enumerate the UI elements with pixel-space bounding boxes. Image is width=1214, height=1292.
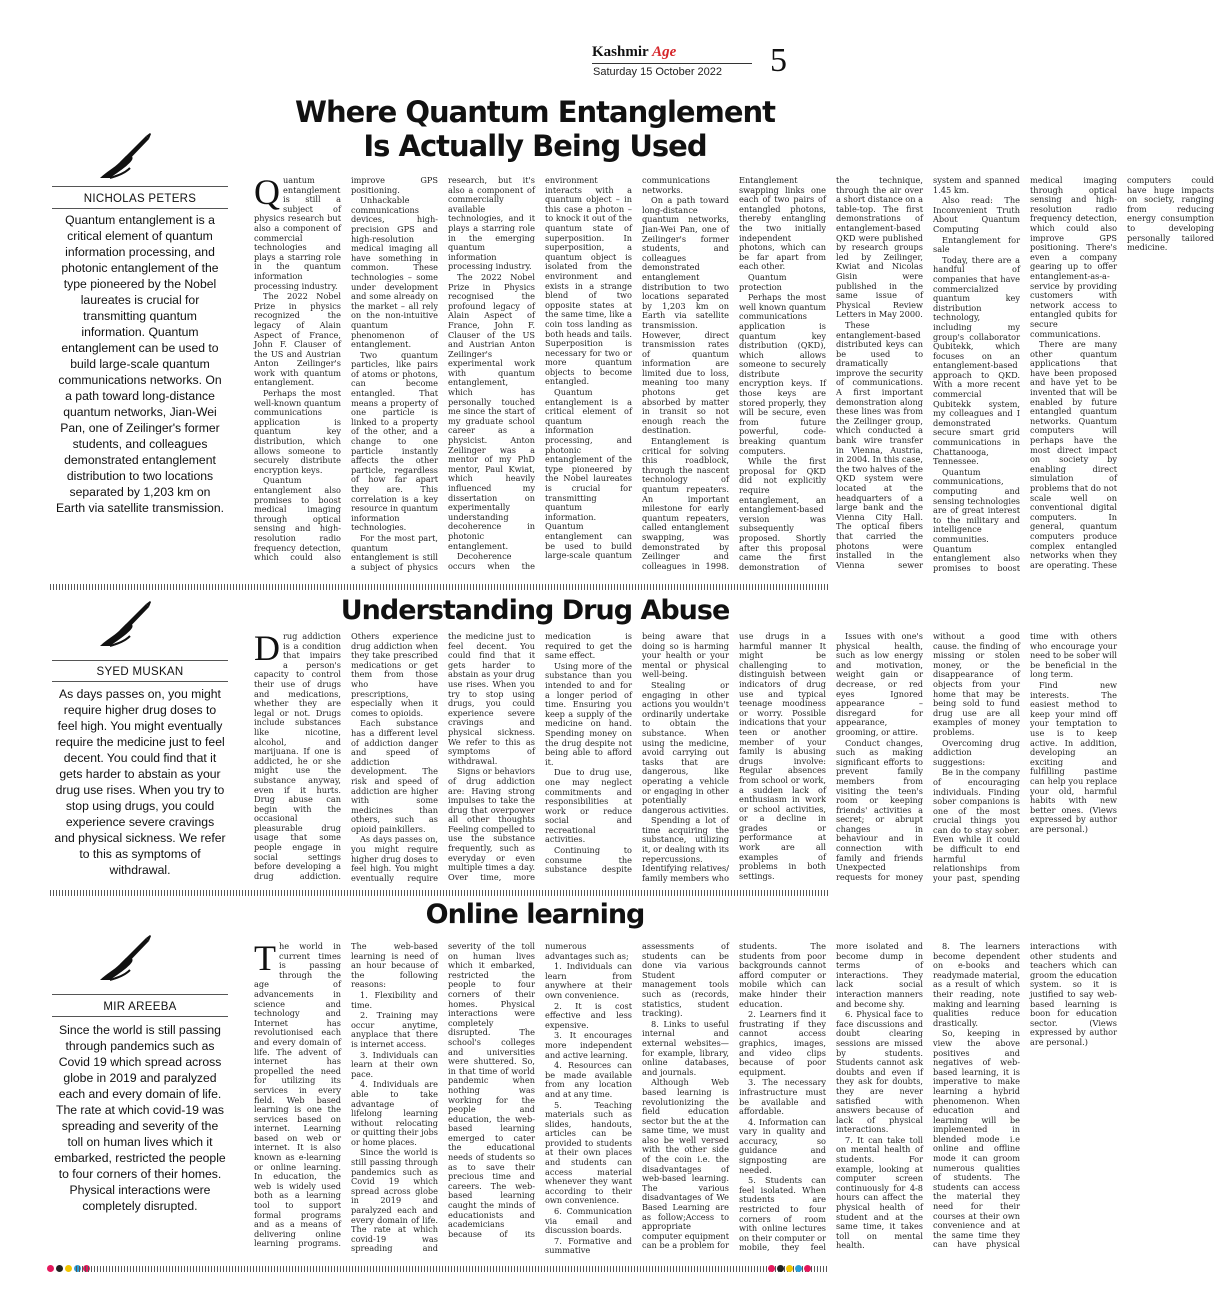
hand-writing-pen-icon: [96, 934, 152, 982]
author-rule: [52, 1016, 228, 1017]
list-item: 4. Resources can be made available from any location and at any time.: [545, 1060, 632, 1099]
article-paragraph: There are many other quantum applications that have been proposed and have yet to be invented that will be enabled by future entangled quantum networks. Quantum computers will perhaps have the most direct impact on society by enabling direct simulation of problems that do not scale well on conventional digital computers. In general, quantum computers produce complex entangled networks when they are operating. These computers could have huge impacts on society, ranging from reducing energy consumption to developing personally tailored medicine.: [1030, 175, 1214, 570]
article-paragraph: Conduct changes, such as making significant efforts to prevent family members from visiting the teen's room or keeping friends' activities a secret; or abrupt changes in behaviour and in connection with family and friends Unexpected requests for money without a good cause. the finding of missing or stolen money, or the disappearance of objects from your home that may be being sold to fund drug use are all examples of money problems.: [836, 631, 1020, 882]
article-paragraph: Each substance has a different level of addiction danger and speed of addiction development. The risk and speed of addiction are higher with some medicines than others, such as opioid painkillers.: [351, 718, 438, 834]
newspaper-name: Kashmir Age: [592, 44, 677, 60]
article-summary: As days passes on, you might require higher drug doses to feel high. You might eventually require the medicine just to feel decent. You could find that it gets harder to abstain as your drug use rises. When you try to stop using drugs, you could experience severe cravings and physical sickness. We refer to this as symptoms of withdrawal.: [54, 687, 226, 877]
article-paragraph: Perhaps the most well-known quantum communications application is quantum key distribution, which allows someone to securely distribute encryption keys.: [254, 388, 341, 475]
list-item: 3. The necessary infrastructure must be available and affordable.: [739, 1077, 826, 1117]
decorative-dots-right: [768, 1265, 811, 1273]
article-paragraph: Issues with one's physical health, such as low energy and motivation, weight gain or decrease, or red eyes Ignored appearance – disregard for appearance, grooming, or attire.: [836, 631, 923, 737]
article-paragraph: Spending a lot of time acquiring the substance, utilizing it, or dealing with its repercussions. Identifying relatives/ family members who use drugs in a harmful manner It might be challenging to distinguish between indicators of drug use and typical teenage moodiness or worry. Possible indications that your teen or another member of your family is abusing drugs involve: Regular absences from school or work, a sudden lack of enthusiasm in work or school activities, or a decline in grades or performance at work are all examples of problems in both settings.: [642, 631, 826, 883]
author-rule: [52, 660, 228, 661]
subheading: Entanglement for sale: [933, 234, 1020, 255]
list-item: 6. Physical face to face discussions and doubt clearing sessions are missed by students. Students cannot ask doubts and even if they ask for doubts, they are never satisfied with answers because of lack of physical interactions.: [836, 1009, 923, 1135]
author-rule: [52, 186, 228, 187]
article-paragraph: Drug addiction is a condition that impairs a person's capacity to control their use of drugs and medications, whether they are legal or not. Drugs include substances like nicotine, alcohol, and marijuana. If one is addicted, he or she might use the substance anyway, even if it hurts. Drug abuse can begin with the occasional pleasurable drug usage that some people engage in social settings before developing a drug addiction. Others experience drug addiction when they take prescribed medications or get them from those who have prescriptions, especially when it comes to opioids.: [254, 628, 438, 881]
headline-online-learning: Online learning: [425, 899, 645, 930]
article-paragraph: For the most part, quantum entanglement is still a subject of physics research, but it's also a component of commercially available technologies, and it plays a starring role in the emerging quantum information processing industry.: [351, 175, 535, 572]
footer-separator: [76, 1266, 828, 1272]
drop-cap: T: [254, 938, 276, 978]
list-item: 4. Information can vary in quality and accuracy, so guidance and signposting are needed.: [739, 1116, 826, 1175]
article-paragraph: Entanglement is critical for solving this roadblock, through the nascent technology of quantum repeaters. An important milestone for early quantum repeaters, called entanglement swapping, was demonstrated by Zeilinger and colleagues in 1998. Entanglement swapping links one each of two pairs of entangled photons, thereby entangling the two initially independent photons, which can be far apart from each other.: [642, 175, 826, 571]
accent-dot: [65, 1265, 72, 1272]
article-paragraph: Quantum entanglement also promises to boost medical imaging through optical sensing and high-resolution radio frequency detection, which could also improve GPS positioning.: [254, 175, 438, 563]
masthead-rule: [592, 63, 752, 64]
list-item: 8. The learners become dependent on e-books and readymade material, as a result of which their reading, note making and learning qualities reduce drastically.: [933, 941, 1020, 1028]
list-item: 6. Communication via email and discussion boards.: [545, 1206, 632, 1236]
article-paragraph: Since the world is still passing through pandemics such as Covid 19 which spread across globe in 2019 and paralyzed each and every domain of life. The rate at which covid-19 was spreading and severity of the toll on human lives which it embarked, restricted the people to four corners of their homes. Physical interactions were completely disrupted. The school's colleges and universities were shuttered. So, in that time of world pandemic when nothing was working for the people and education, the web-based learning emerged to cater the educational needs of students so as to save their precious time and careers. The web-based learning caught the minds of educationists and academicians because of its numerous advantages such as;: [351, 941, 629, 1254]
author-name: SYED MUSKAN: [96, 666, 184, 678]
article-paragraph: As days passes on, you might require higher drug doses to feel high. You might eventually require the medicine just to feel decent. You could find that it gets harder to abstain as your drug use rises. When you try to stop using drugs, you could experience severe cravings and physical sickness. We refer to this as symptoms of withdrawal.: [351, 631, 535, 883]
article-body: [254, 938, 1117, 1258]
article-paragraph: On a path toward long-distance quantum networks, Jian-Wei Pan, one of Zeilinger's former students, and colleagues demonstrated entanglement distribution to two locations separated by 1,203 km on Earth via satellite transmission. However, direct transmission rates of quantum information are limited due to loss, meaning too many photons get absorbed by matter in transit so not enough reach the destination.: [642, 195, 729, 436]
list-item: 4. Individuals are able to take advantage of lifelong learning without relocating or quitting their jobs or home places.: [351, 1079, 438, 1147]
list-item: 5. Students can feel isolated. When students are restricted to four corners of room with online lectures on their computer or mobile, they feel more isolated and become dump in terms of interactions. They lack social interaction manners and become shy.: [739, 941, 923, 1253]
list-item: 2. Learners find it frustrating if they cannot access graphics, images, and video clips because of poor equipment.: [739, 1009, 826, 1077]
drop-cap: D: [254, 628, 280, 668]
accent-dot: [777, 1265, 784, 1272]
drop-cap: Q: [254, 172, 280, 212]
author-rule: [52, 994, 228, 995]
masthead: [592, 44, 782, 84]
also-read-link: Also read: The Inconvenient Truth About Quantum Computing: [933, 195, 1020, 234]
section-separator: [50, 890, 828, 896]
headline-quantum: Where Quantum Entanglement Is Actually Being Used: [295, 95, 775, 163]
list-item: 8. Links to useful internal and external websites—for example, library, online databases, and journals.: [642, 1018, 729, 1077]
page-number: 5: [770, 42, 787, 79]
accent-dot: [47, 1265, 54, 1272]
list-item: 7. It can take toll on mental health of students. For example, looking at computer screen continuously for 4-8 hours can affect the physical health of student and at the same time, it takes toll on mental health.: [836, 1134, 923, 1251]
article-paragraph: Find new interests. The easiest method to keep your mind off your temptation to use is to keep active. In addition, developing an exciting and fulfilling pastime can help you replace your old, harmful habits with new better ones. (Views expressed by author are personal.): [1030, 679, 1117, 834]
hand-writing-pen-icon: [96, 132, 152, 180]
article-paragraph: The 2022 Nobel Prize in physics recognized the legacy of Alain Aspect of France, John F. Clauser of the US and Austrian Anton Zeilinger's work with quantum entanglement.: [254, 291, 341, 388]
list-item: 1. Flexibility and time.: [351, 989, 438, 1010]
article-paragraph: Continuing to consume the substance despite being aware that doing so is harming your health or your mental or physical well-being.: [545, 631, 729, 875]
accent-dot: [786, 1265, 793, 1272]
accent-dot: [56, 1265, 63, 1272]
accent-dot: [768, 1265, 775, 1272]
article-paragraph: Quantum entanglement is a critical element of quantum information processing, and photonic entanglement of the type pioneered by the Nobel laureates is crucial for transmitting quantum information. Quantum entanglement can be used to build large-scale quantum communications networks.: [545, 175, 710, 561]
article-paragraph: So, keeping in view the above positives and negatives of web-based learning, it is imperative to make learning a hybrid phenomenon. When education and learning will be implemented in blended mode i.e online and offline mode it can groom numerous qualities of students. The students can access the material they need for their courses at their own convenience and at the same time they can have physical interactions with other students and teachers which can groom the education system. so it is justified to say web-based learning is boon for education sector. (Views expressed by author are personal.): [933, 941, 1117, 1250]
article-paragraph: Two quantum particles, like pairs of atoms or photons, can become entangled. That means a property of one particle is linked to a property of the other, and a change to one particle instantly affects the other particle, regardless of how far apart they are. This correlation is a key resource in quantum information technologies.: [351, 349, 438, 533]
author-name: MIR AREEBA: [103, 1001, 177, 1013]
list-item: 2. It is cost effective and less expensive.: [545, 1000, 632, 1030]
article-body: [254, 172, 1214, 578]
list-item: 2. Training may occur anytime, anyplace that there is internet access.: [351, 1010, 438, 1049]
article-paragraph: Using more of the substance than you intended to and for a longer period of time. Ensuring you keep a supply of the medicine on hand. Spending money on the drug despite not being able to afford it.: [545, 660, 632, 767]
article-paragraph: Today, there are a handful of companies that have commercialized quantum key distribution technology, including my group's collaborator Qubitekk, which focuses on an entanglement-based approach to QKD. With a more recent commercial Qubitekk system, my colleagues and I demonstrated secure smart grid communications in Chattanooga, Tennessee.: [933, 254, 1020, 467]
accent-dot: [804, 1265, 811, 1272]
article-paragraph: While the first proposal for QKD did not explicitly require entanglement, an entanglement-based version was subsequently proposed. Shortly after this proposal came the first demonstration of the technique, through the air over a short distance on a table-top. The first demonstrations of entanglement-based QKD were published by research groups led by Zeilinger, Kwiat and Nicolas Gisin were published in the same issue of Physical Review Letters in May 2000.: [739, 175, 923, 572]
article-paragraph: Quantum communications, computing and sensing technologies are of great interest to the military and intelligence communities. Quantum entanglement also promises to boost medical imaging through optical sensing and high-resolution radio frequency detection, which could also improve GPS positioning. There's even a company gearing up to offer entanglement-as-a-service by providing customers with network access to entangled qubits for secure communications.: [933, 175, 1117, 573]
article-paragraph: Stealing or engaging in other actions you wouldn't ordinarily undertake to obtain the substance. When using the medicine, avoid carrying out tasks that are dangerous, like operating a vehicle or engaging in other potentially dangerous activities.: [642, 679, 729, 815]
article-paragraph: Due to drug use, one may neglect commitments and responsibilities at work or reduce social and recreational activities.: [545, 767, 632, 845]
article-paragraph: Be in the company of encouraging individuals. Finding sober companions is one of the most crucial things you can do to stay sober. Even while it could be difficult to end harmful relationships from your past, spending time with others who encourage your need to be sober will be beneficial in the long term.: [933, 631, 1117, 883]
article-paragraph: Signs or behaviors of drug addiction are: Having strong impulses to take the drug that overpower all other thoughts Feeling compelled to use the substance frequently, such as everyday or even multiple times a day. Over time, more medication is required to get the same effect.: [448, 631, 632, 882]
section-separator: [50, 584, 828, 590]
article-body: [254, 628, 1117, 884]
article-paragraph: Decoherence occurs when the environment interacts with a quantum object – in this case a photon – to knock it out of the quantum state of superposition. In superposition, a quantum object is isolated from the environment and exists in a strange blend of two opposite states at the same time, like a coin toss landing as both heads and tails. Superposition is necessary for two or more quantum objects to become entangled.: [448, 175, 632, 571]
article-paragraph: Although Web based learning is revolutionizing the field education sector but the at the same time, we must also be well versed with the other side of the coin i.e. the disadvantages of web-based learning. The various disadvantages of We Based Learning are as follow;Access to appropriate computer equipment can be a problem for students. The students from poor backgrounds cannot afford computer or mobile which can make hinder their education.: [642, 941, 826, 1251]
article-paragraph: Perhaps the most well known quantum communications application is quantum key distribution (QKD), which allows someone to securely distribute encryption keys. If those keys are stored properly, they will be secure, even from future powerful, code-breaking quantum computers.: [739, 292, 826, 456]
list-item: 3. Individuals can learn at their own pace.: [351, 1049, 438, 1079]
author-name: NICHOLAS PETERS: [83, 193, 197, 205]
article-paragraph: Quantum entanglement is still a subject of physics research but also a component of commercial technologies and plays a starring role in the quantum information processing industry.: [254, 172, 341, 291]
accent-dot: [795, 1265, 802, 1272]
article-paragraph: These entanglement-based distributed keys can be used to dramatically improve the security of communications. A first important demonstration along these lines was from the Zeilinger group, which conducted a bank wire transfer in Vienna, Austria, in 2004. In this case, the two halves of the QKD system were located at the headquarters of a large bank and the Vienna City Hall. The optical fibers that carried the photons were installed in the Vienna sewer system and spanned 1.45 km.: [836, 175, 1020, 570]
article-summary: Since the world is still passing through pandemics such as Covid 19 which spread across globe in 2019 and paralyzed each and every domain of life. The rate at which covid-19 was spreading and severity of the toll on human lives which it embarked, restricted the people to four corners of their homes. Physical interactions were completely disrupted.: [54, 1023, 226, 1213]
headline-drug-abuse: Understanding Drug Abuse: [340, 595, 730, 626]
list-item: 1. Individuals can learn from anywhere at their own convenience.: [545, 961, 632, 1000]
article-summary: Quantum entanglement is a critical element of quantum information processing, and photonic entanglement of the type pioneered by the Nobel laureates is crucial for transmitting quantum information. Quantum entanglement can be used to build large-scale quantum communications networks. On a path toward long-distance quantum networks, Jian-Wei Pan, one of Zeilinger's former students, and colleagues demonstrated entanglement distribution to two locations separated by 1,203 km on Earth via satellite transmission.: [56, 213, 224, 515]
article-paragraph: The 2022 Nobel Prize in Physics recognised the profound legacy of Alain Aspect of France, John F. Clauser of the US and Austrian Anton Zeilinger's experimental work with quantum entanglement, which has personally touched me since the start of my graduate school career as a physicist. Anton Zeilinger was a mentor of my PhD mentor, Paul Kwiat, which heavily influenced my dissertation on experimentally understanding decoherence in photonic entanglement.: [448, 271, 535, 551]
list-item: 5. Teaching materials such as slides, handouts, articles can be provided to students at their own places and students can access material whenever they want according to their own convenience.: [545, 1099, 632, 1206]
author-rule: [52, 208, 228, 209]
hand-writing-pen-icon: [96, 600, 152, 648]
article-paragraph: Unhackable communications devices, high-precision GPS and high-resolution medical imaging all have something in common. These technologies – some under development and some already on the market – all rely on the non-intuitive quantum phenomenon of entanglement.: [351, 195, 438, 350]
author-rule: [52, 681, 228, 682]
list-item: 7. Formative and summative assessments of students can be done via various Student management tools such as (records, statistics, student tracking).: [545, 941, 729, 1256]
subheading: Quantum protection: [739, 271, 787, 292]
article-paragraph: The world in current times is passing through the age of advancements in science and technology and Internet has revolutionised each and every domain of life. The advent of internet has propelled the need for utilizing its services in every field. Web based learning is one the services based on internet. Learning based on web or internet. It is also known as e-learning or online learning. In education, the web is widely used both as a learning tool to support formal programs and as a means of delivering online learning programs. The web-based learning is need of an hour because of the following reasons:: [254, 938, 438, 1249]
issue-date: Saturday 15 October 2022: [593, 66, 723, 78]
list-item: 3. It encourages more independent and active learning.: [545, 1030, 632, 1060]
subheading: Overcoming drug addiction suggestions:: [933, 737, 1020, 767]
